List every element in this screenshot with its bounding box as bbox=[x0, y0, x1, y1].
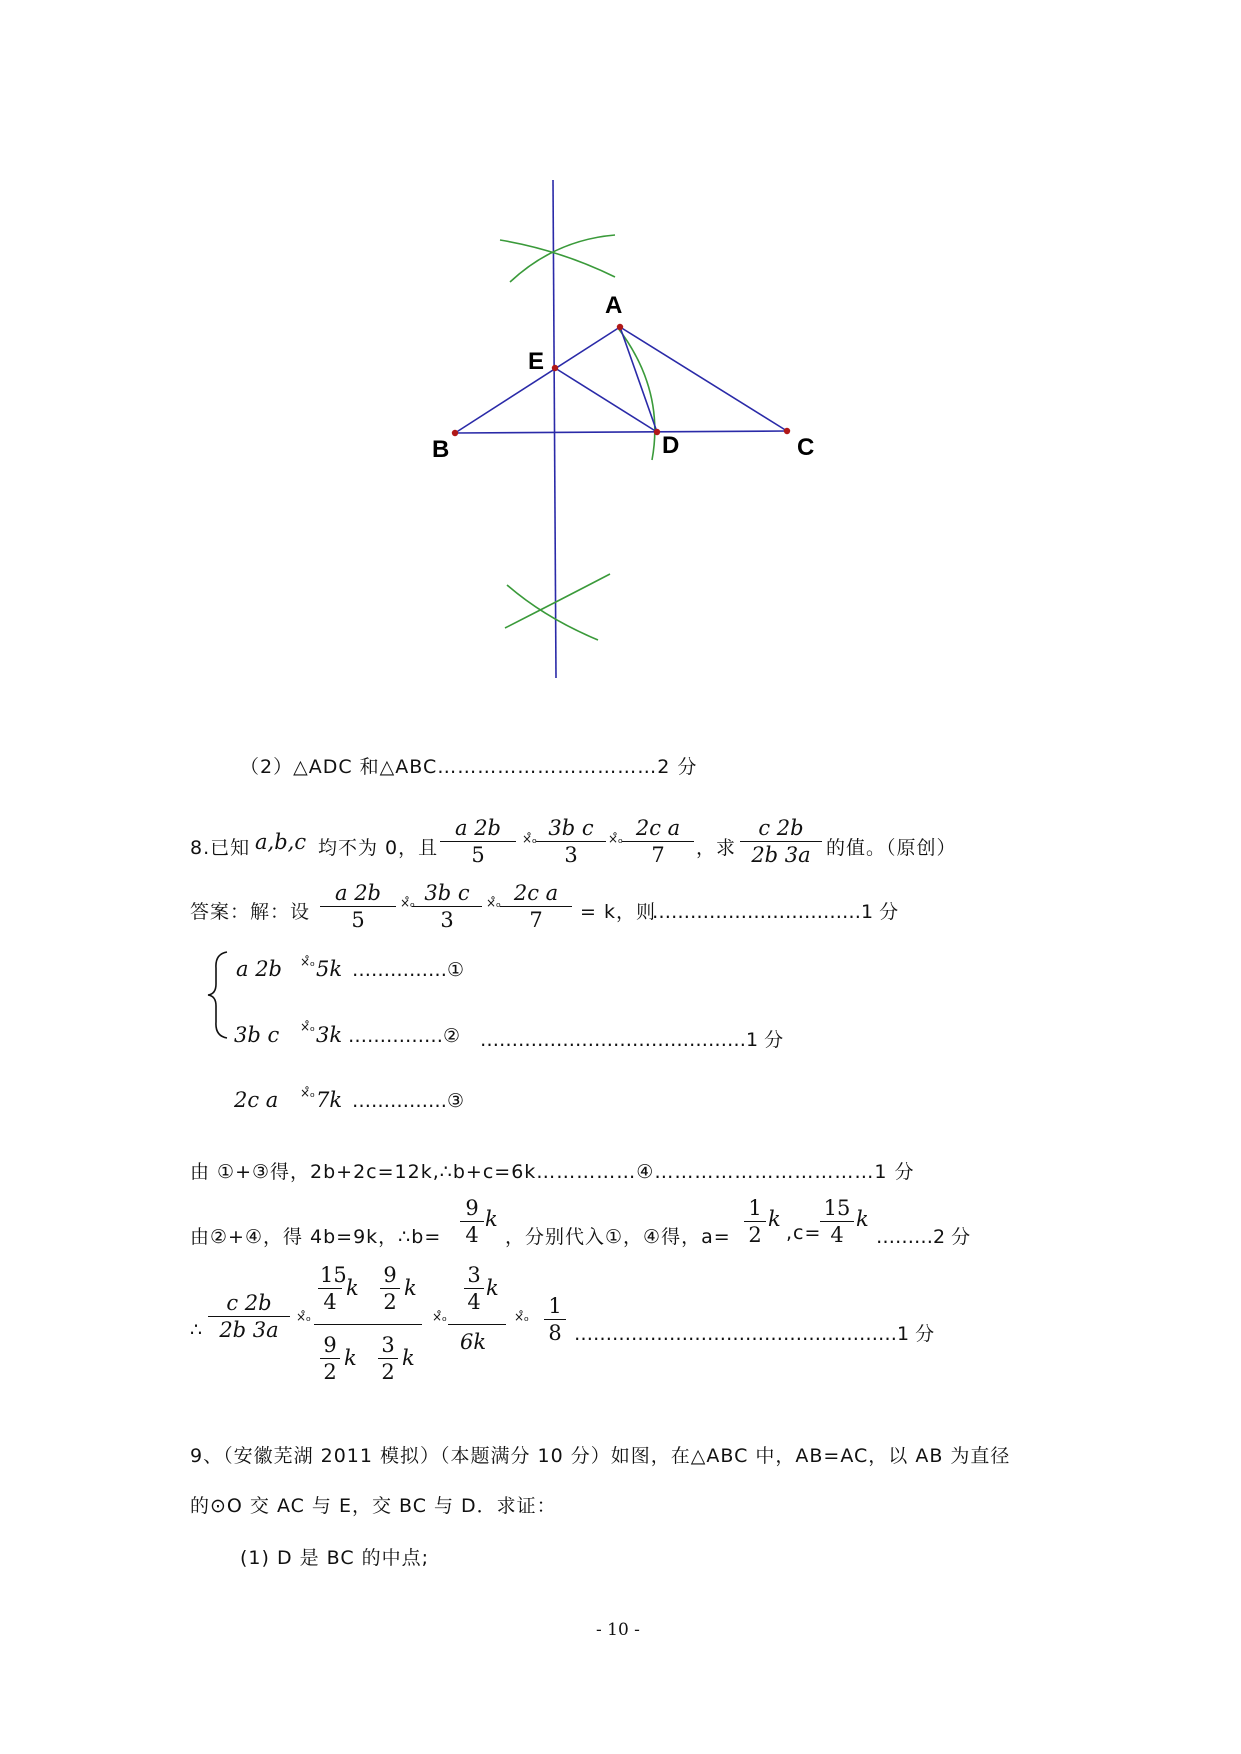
q8-frac4-num: c 2b bbox=[758, 816, 804, 840]
page-number: - 10 - bbox=[596, 1620, 640, 1640]
q8-frac1-num: a 2b bbox=[455, 816, 501, 840]
q7-answer-2: （2）△ADC 和△ABC……………………………2 分 bbox=[240, 756, 698, 778]
q8-frac3-den: 7 bbox=[651, 843, 665, 867]
equals-sign-icon: ×̊ₒ bbox=[514, 1310, 530, 1324]
cf-num-frac2-den: 2 bbox=[383, 1290, 397, 1314]
cf-k-4: k bbox=[402, 1346, 415, 1370]
eq1-rhs: 5k bbox=[316, 957, 343, 981]
cf2-bar bbox=[448, 1324, 506, 1325]
equals-sign-icon: ×̊ₒ bbox=[300, 1086, 316, 1100]
cf2-num-frac bbox=[464, 1262, 484, 1315]
q8-set-frac2-num: 3b c bbox=[424, 881, 470, 905]
k-1: k bbox=[485, 1207, 498, 1231]
label-c: C bbox=[797, 434, 815, 461]
frac-9-4-num: 9 bbox=[460, 1195, 484, 1222]
eq2-lhs: 3b c bbox=[234, 1023, 280, 1047]
frac-15-4 bbox=[820, 1195, 854, 1248]
q8-frac4 bbox=[740, 815, 822, 868]
point-b bbox=[452, 430, 458, 436]
cf2-num-frac-num: 3 bbox=[464, 1262, 484, 1289]
cf-k-2: k bbox=[404, 1276, 417, 1300]
q8-prefix: 8.已知 bbox=[190, 837, 251, 859]
frac-9-4-den: 4 bbox=[465, 1223, 479, 1247]
q8-frac2-den: 3 bbox=[564, 843, 578, 867]
equals-sign-icon: ×̊ₒ bbox=[296, 1310, 312, 1324]
frac-9-4 bbox=[460, 1195, 484, 1248]
geometry-figure bbox=[0, 0, 1241, 720]
q8-set-frac3 bbox=[500, 880, 572, 933]
q8-vars: a,b,c bbox=[255, 830, 307, 854]
q8-set-frac3-den: 7 bbox=[529, 908, 543, 932]
point-d bbox=[654, 429, 660, 435]
eq3-tag: ……………③ bbox=[352, 1090, 465, 1112]
q8-set-frac1 bbox=[320, 880, 396, 933]
frac-1-2 bbox=[744, 1195, 766, 1248]
eq2-score: ……………………………………1 分 bbox=[480, 1029, 784, 1051]
q8-set-frac1-den: 5 bbox=[351, 908, 365, 932]
compound-fraction-2 bbox=[448, 1262, 508, 1372]
q8-nonzero: 均不为 0，且 bbox=[318, 837, 439, 859]
eq1-lhs: a 2b bbox=[236, 957, 282, 981]
cf-k-1: k bbox=[346, 1276, 359, 1300]
equals-sign-icon: ×̊ₒ bbox=[300, 1020, 316, 1034]
final-frac-lhs bbox=[208, 1290, 290, 1343]
cf-den-frac2-den: 2 bbox=[381, 1360, 395, 1384]
construction-arc-top-2 bbox=[510, 235, 615, 282]
equals-sign-icon: ×̊ₒ bbox=[486, 896, 502, 910]
cf-den-frac1 bbox=[320, 1332, 340, 1385]
frac-1-2-den: 2 bbox=[748, 1223, 762, 1247]
cf-num-frac2 bbox=[380, 1262, 400, 1315]
segment-ed bbox=[555, 368, 657, 432]
construction-arc-top-1 bbox=[500, 240, 615, 277]
final-frac-lhs-num: c 2b bbox=[226, 1291, 272, 1315]
cf-k-3: k bbox=[344, 1346, 357, 1370]
label-b: B bbox=[432, 436, 450, 463]
equals-sign-icon: ×̊ₒ bbox=[432, 1310, 448, 1324]
segment-ac bbox=[620, 327, 787, 431]
q8-step2-d: ………2 分 bbox=[876, 1226, 971, 1248]
q8-ask-tail: 的值。（原创） bbox=[826, 837, 957, 859]
k-2: k bbox=[768, 1207, 781, 1231]
compound-fraction bbox=[314, 1262, 424, 1392]
eq1-tag: ……………① bbox=[352, 959, 465, 981]
cf-den-frac1-den: 2 bbox=[323, 1360, 337, 1384]
label-d: D bbox=[662, 432, 680, 459]
eq3-lhs: 2c a bbox=[234, 1088, 279, 1112]
q8-set-frac1-num: a 2b bbox=[335, 881, 381, 905]
q8-final-dots: ……………………………………………1 分 bbox=[574, 1323, 935, 1345]
frac-1-2-num: 1 bbox=[744, 1195, 766, 1222]
q8-set-frac2-den: 3 bbox=[440, 908, 454, 932]
segment-ad bbox=[620, 327, 657, 432]
final-frac-lhs-den: 2b 3a bbox=[219, 1318, 279, 1342]
equals-sign-icon: ×̊ₒ bbox=[608, 832, 624, 846]
cf2-den: 6k bbox=[460, 1330, 487, 1354]
point-e bbox=[552, 365, 558, 371]
cf-num-frac1 bbox=[318, 1262, 347, 1315]
frac-15-4-num: 15 bbox=[820, 1195, 854, 1222]
frac-15-4-den: 4 bbox=[830, 1223, 844, 1247]
result-frac-num: 1 bbox=[544, 1293, 566, 1320]
q8-step1: 由 ①+③得，2b+2c=12k,∴b+c=6k……………④……………………………1 分 bbox=[190, 1161, 915, 1183]
eq2-rhs: 3k bbox=[316, 1023, 343, 1047]
point-c bbox=[784, 428, 790, 434]
segment-ab bbox=[455, 327, 620, 433]
arc-a-d bbox=[618, 328, 655, 460]
q8-step2-c: ,c= bbox=[786, 1222, 822, 1244]
label-e: E bbox=[528, 348, 545, 375]
cf-den-frac2 bbox=[378, 1332, 398, 1385]
point-a bbox=[617, 324, 623, 330]
brace-icon bbox=[205, 950, 235, 1040]
cf-num-frac1-den: 4 bbox=[323, 1290, 337, 1314]
cf-main-bar bbox=[314, 1324, 422, 1325]
q8-frac3 bbox=[622, 815, 694, 868]
segment-bc bbox=[455, 431, 787, 433]
equals-sign-icon: ×̊ₒ bbox=[400, 896, 416, 910]
label-a: A bbox=[605, 292, 623, 319]
q8-frac1-den: 5 bbox=[471, 843, 485, 867]
equals-sign-icon: ×̊ₒ bbox=[522, 832, 538, 846]
construction-arc-bottom-1 bbox=[507, 585, 598, 640]
q8-frac2-num: 3b c bbox=[548, 816, 594, 840]
cf-den-frac2-num: 3 bbox=[378, 1332, 398, 1359]
result-frac-den: 8 bbox=[548, 1321, 562, 1345]
cf2-num-frac-den: 4 bbox=[467, 1290, 481, 1314]
q8-ask: ，求 bbox=[696, 837, 737, 859]
cf-den-frac1-num: 9 bbox=[320, 1332, 340, 1359]
q8-frac2 bbox=[536, 815, 606, 868]
cf-num-frac1-num: 15 bbox=[320, 1263, 347, 1287]
q8-set-frac3-num: 2c a bbox=[513, 881, 559, 905]
q9-line1: 9、（安徽芜湖 2011 模拟）（本题满分 10 分）如图，在△ABC 中，AB=AC，以 AB 为直径 bbox=[190, 1445, 1011, 1467]
cf2-k: k bbox=[486, 1276, 499, 1300]
therefore-symbol: ∴ bbox=[190, 1319, 204, 1341]
q8-frac4-den: 2b 3a bbox=[751, 843, 811, 867]
q8-frac3-num: 2c a bbox=[635, 816, 681, 840]
q9-line2: 的⊙O 交 AC 与 E，交 BC 与 D．求证： bbox=[190, 1495, 557, 1517]
eq2-tag: ……………② bbox=[348, 1025, 461, 1047]
equals-sign-icon: ×̊ₒ bbox=[300, 955, 316, 969]
q8-dots1: ……………………………1 分 bbox=[652, 901, 899, 923]
k-3: k bbox=[856, 1207, 869, 1231]
q8-frac1 bbox=[440, 815, 516, 868]
q8-answer-label: 答案：解：设 bbox=[190, 901, 311, 923]
q8-step2-a: 由②+④，得 4b=9k，∴b= bbox=[190, 1226, 442, 1248]
q8-set-frac2 bbox=[412, 880, 482, 933]
eq3-rhs: 7k bbox=[316, 1088, 343, 1112]
result-frac bbox=[544, 1293, 566, 1346]
q9-line3: (1) D 是 BC 的中点; bbox=[240, 1547, 430, 1569]
cf-num-frac2-num: 9 bbox=[380, 1262, 400, 1289]
q8-step2-b: ，分别代入①，④得，a= bbox=[505, 1226, 731, 1248]
q8-set-k: = k，则 bbox=[580, 901, 656, 923]
